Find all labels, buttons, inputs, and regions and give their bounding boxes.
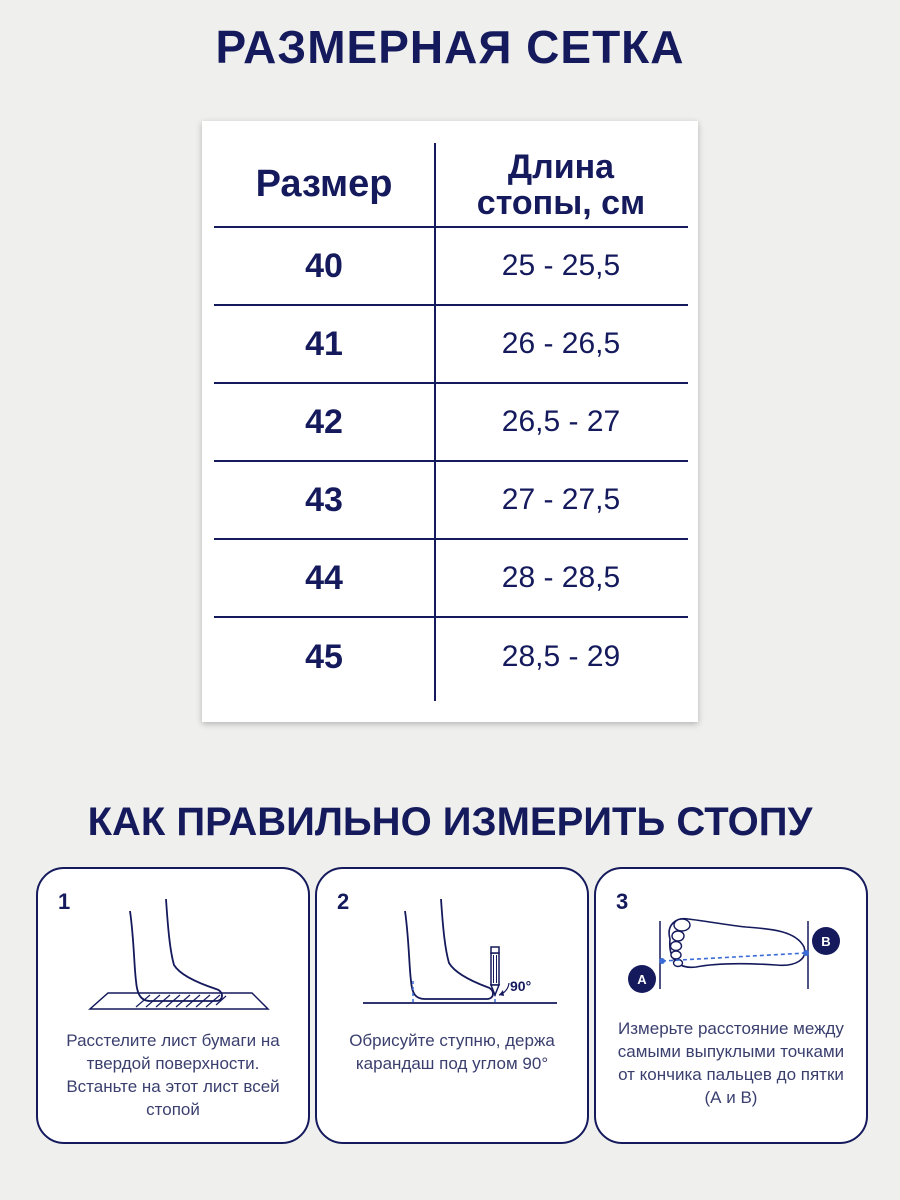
step-card-2 (315, 867, 589, 1144)
table-row (214, 384, 688, 462)
table-row (214, 462, 688, 540)
angle-label: 90° (510, 978, 532, 994)
length-value: 25 - 25,5 (501, 249, 621, 282)
length-value: 28,5 - 29 (501, 640, 621, 673)
step-number: 1 (58, 889, 71, 914)
size-value: 45 (305, 637, 343, 676)
step-number: 2 (337, 889, 350, 914)
table-row (214, 540, 688, 618)
size-value: 41 (305, 324, 343, 363)
point-b-label: B (821, 934, 831, 949)
length-value: 28 - 28,5 (501, 561, 621, 594)
size-value: 40 (305, 246, 343, 285)
step-number: 3 (616, 889, 629, 914)
foot-outline-pencil-illustration (317, 869, 587, 1029)
size-value: 42 (305, 402, 343, 441)
length-value: 26 - 26,5 (501, 327, 621, 360)
foot-measurement-illustration (596, 869, 866, 1029)
table-header-row (214, 143, 688, 228)
page-title: РАЗМЕРНАЯ СЕТКА (215, 21, 685, 73)
length-value: 27 - 27,5 (501, 483, 621, 516)
step-card-3 (594, 867, 868, 1144)
step-card-1 (36, 867, 310, 1144)
foot-on-paper-illustration (38, 869, 308, 1029)
length-value: 26,5 - 27 (501, 405, 621, 438)
table-row (214, 618, 688, 696)
header-length-line2: стопы, см (476, 183, 646, 222)
point-a-label: A (637, 972, 647, 987)
step-description: Обрисуйте ступню, держа карандаш под углом 90° (349, 1031, 555, 1073)
header-length-line1: Длина (507, 147, 615, 186)
step-description: Измерьте расстояние между самыми выпуклыми точками от кончика пальцев до пятки (А и В) (617, 1019, 845, 1107)
table-row (214, 306, 688, 384)
size-chart-table (202, 121, 698, 722)
size-value: 44 (305, 558, 343, 597)
table-row (214, 228, 688, 306)
header-length (434, 143, 688, 226)
size-value: 43 (305, 480, 343, 519)
step-description: Расстелите лист бумаги на твердой поверхности. Встаньте на этот лист всей стопой (66, 1031, 280, 1119)
header-size: Размер (255, 163, 393, 205)
howto-title: КАК ПРАВИЛЬНО ИЗМЕРИТЬ СТОПУ (87, 800, 813, 844)
